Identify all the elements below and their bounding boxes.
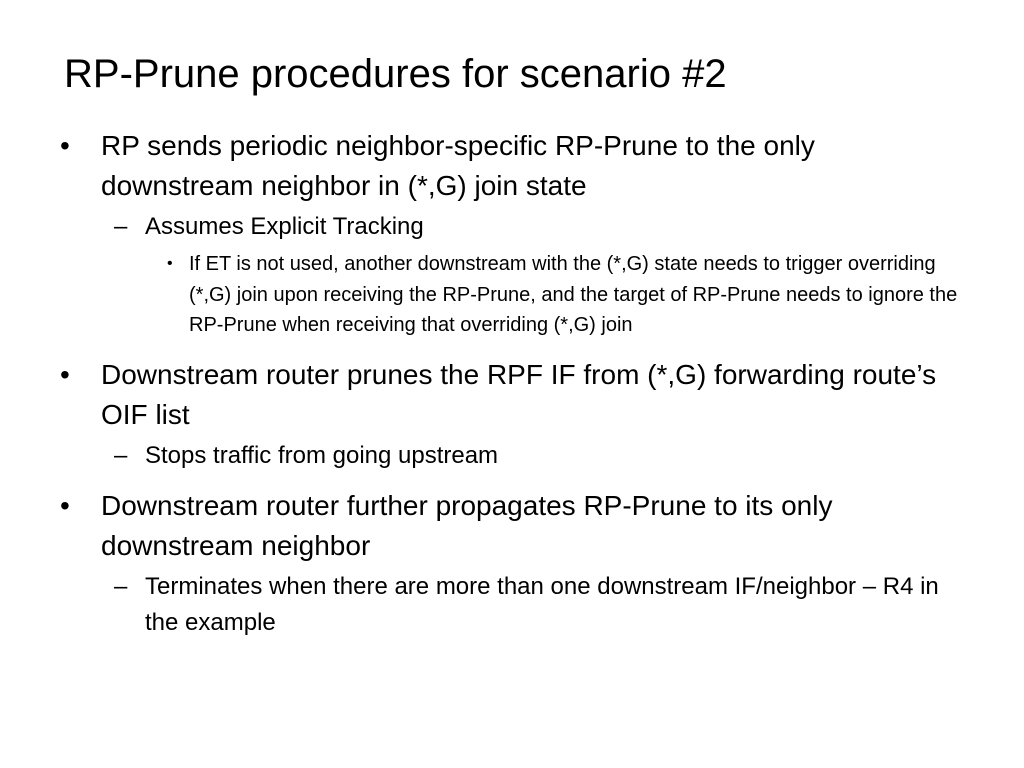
bullet-marker: •: [60, 489, 70, 521]
bullet-1: [60, 126, 960, 206]
bullet-1-sub-1: [60, 209, 960, 245]
bullet-1-sub-1-sub-1-text: If ET is not used, another downstream with the (*,G) state needs to trigger overriding (*,G) join upon receiving the RP-Prune, and the target of RP-Prune needs to ignore the RP-Prune when receiving that overriding (*,G) join: [189, 253, 958, 336]
dash-marker: –: [114, 441, 128, 469]
bullet-3: [60, 486, 960, 566]
bullet-2: [60, 355, 960, 435]
bullet-2-sub-1: [60, 438, 960, 474]
bullet-marker: •: [167, 255, 173, 272]
bullet-3-sub-1: [60, 569, 960, 641]
slide-title: RP-Prune procedures for scenario #2: [64, 52, 727, 96]
bullet-2-text: Downstream router prunes the RPF IF from (*,G) forwarding route’s OIF list: [101, 358, 937, 430]
dash-marker: –: [114, 213, 128, 240]
bullet-2-sub-1-text: Stops traffic from going upstream: [145, 441, 499, 469]
bullet-3-text: Downstream router further propagates RP-Prune to its only downstream neighbor: [101, 489, 833, 561]
dash-marker: –: [114, 572, 128, 600]
bullet-3-sub-1-text: Terminates when there are more than one downstream IF/neighbor – R4 in the example: [145, 572, 939, 636]
bullet-1-text: RP sends periodic neighbor-specific RP-Prune to the only downstream neighbor in (*,G) join state: [101, 130, 815, 201]
bullet-marker: •: [60, 130, 70, 161]
bullet-1-sub-1-text: Assumes Explicit Tracking: [145, 213, 424, 240]
bullet-1-sub-1-sub-1: [60, 249, 960, 341]
slide-content: [60, 126, 960, 641]
bullet-marker: •: [60, 358, 70, 390]
